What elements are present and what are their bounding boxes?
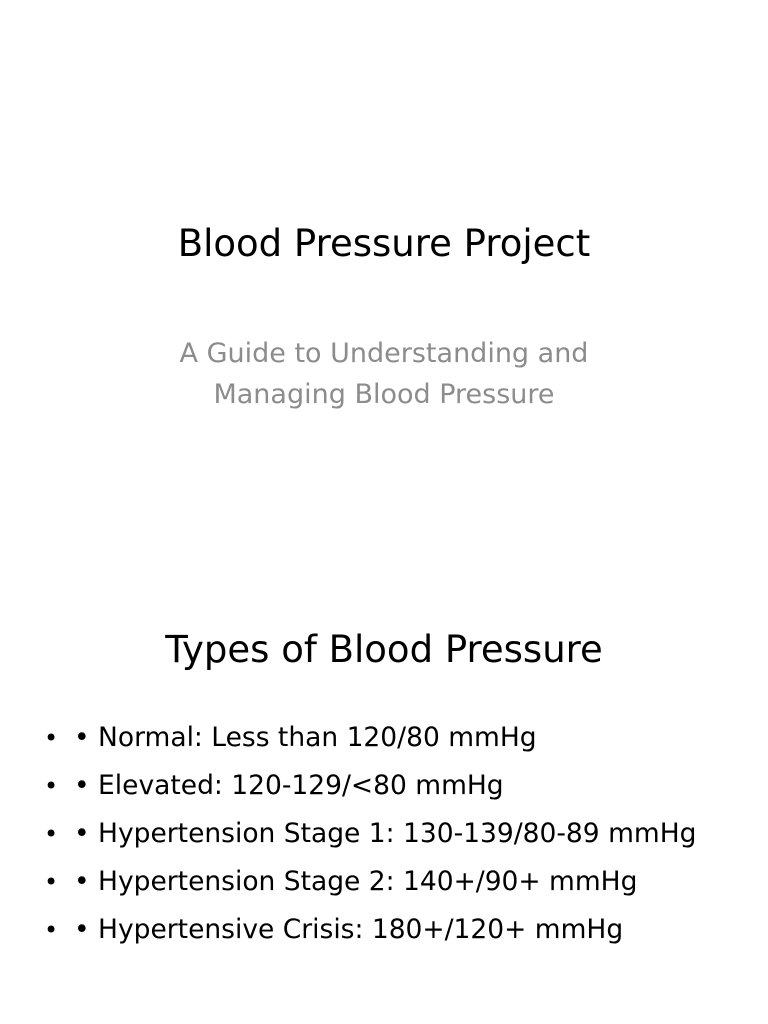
list-item-text: • Hypertension Stage 2: 140+/90+ mmHg <box>74 866 638 897</box>
list-item <box>40 906 760 954</box>
slide-title: Blood Pressure Project <box>177 222 591 265</box>
bullet-icon: • <box>44 820 59 848</box>
slide-subtitle: A Guide to Understanding and Managing Blood Pressure <box>179 338 589 410</box>
slide-title: Types of Blood Pressure <box>165 628 603 671</box>
list-item <box>40 810 760 858</box>
list-item <box>40 858 760 906</box>
bullet-icon: • <box>44 772 59 800</box>
bullet-icon: • <box>44 916 59 944</box>
list-item <box>40 762 760 810</box>
list-item <box>40 714 760 762</box>
list-item-text: • Hypertension Stage 1: 130-139/80-89 mmHg <box>74 818 697 849</box>
list-item-text: • Hypertensive Crisis: 180+/120+ mmHg <box>74 914 624 945</box>
bullet-list <box>40 714 760 954</box>
bullet-icon: • <box>44 868 59 896</box>
list-item-text: • Normal: Less than 120/80 mmHg <box>74 722 537 753</box>
bullet-icon: • <box>44 724 59 752</box>
list-item-text: • Elevated: 120-129/<80 mmHg <box>74 770 504 801</box>
content-slide <box>0 512 768 1024</box>
